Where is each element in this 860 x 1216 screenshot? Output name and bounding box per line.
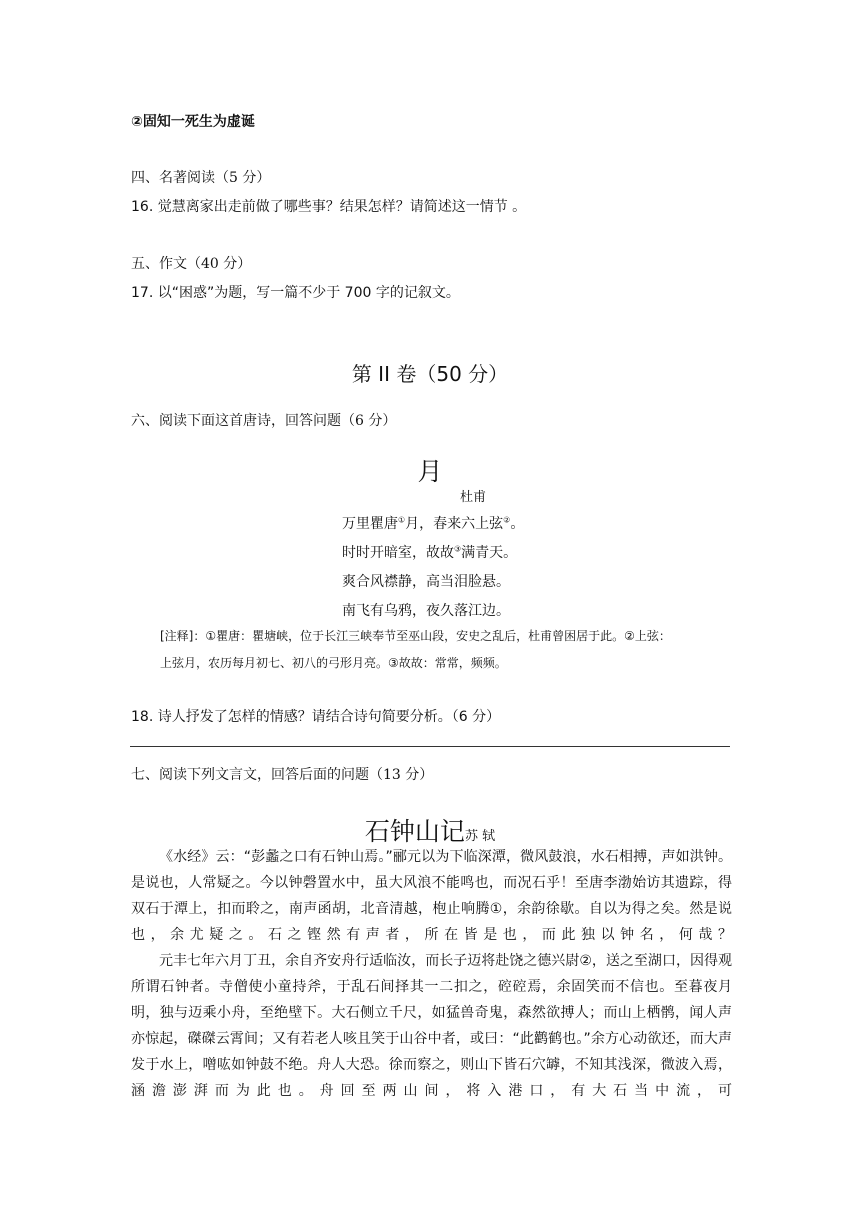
- poem-line-2: 时时开暗室，故故③满青天。: [342, 544, 518, 561]
- volume-title: 第 II 卷（50 分）: [351, 362, 509, 386]
- section-divider: [130, 746, 730, 747]
- question-16: 16. 觉慧离家出走前做了哪些事？结果怎样？请简述这一情节 。: [131, 199, 527, 215]
- essay-body: [131, 844, 732, 1104]
- poem-title: 月: [417, 457, 443, 486]
- section-7-heading: 七、阅读下列文言文，回答后面的问题（13 分）: [131, 767, 434, 783]
- essay-paragraph-2: 元丰七年六月丁丑，余自齐安舟行适临汝，而长子迈将赴饶之德兴尉②，送之至湖口，因得观所谓石钟者。寺僧使小童持斧，于乱石间择其一二扣之，硿硿焉，余固笑而不信也。至暮夜月明，独与迈乘小舟，至绝壁下。大石侧立千尺，如猛兽奇鬼，森然欲搏人；而山上栖鹘，闻人声亦惊起，磔磔云霄间；又有若老人咳且笑于山谷中者，或曰：“此鹳鹤也。”余方心动欲还，而大声发于水上，噌吰如钟鼓不绝。舟人大恐。徐而察之，则山下皆石穴罅，不知其浅深，微波入焉，涵澹澎湃而为此也。舟回至两山间，将入港口，有大石当中流，可: [131, 953, 732, 1099]
- section-6-heading: 六、阅读下面这首唐诗，回答问题（6 分）: [131, 413, 397, 429]
- poem-note-line-2: 上弦月，农历每月初七、初八的弓形月亮。③故故：常常，频频。: [160, 656, 507, 670]
- poem-line-1: 万里瞿唐①月，春来六上弦②。: [342, 515, 525, 532]
- essay-title: 石钟山记: [364, 817, 465, 846]
- essay-author: 苏 轼: [464, 829, 496, 844]
- essay-title-block: [0, 812, 860, 848]
- poem-author: 杜甫: [460, 490, 487, 505]
- poem-line-4: 南飞有乌鸦，夜久落江边。: [342, 603, 510, 619]
- essay-paragraph-1: 《水经》云：“彭蠡之口有石钟山焉。”郦元以为下临深潭，微风鼓浪，水石相搏，声如洪钟。是说也，人常疑之。今以钟磬置水中，虽大风浪不能鸣也，而况石乎！至唐李渤始访其遗踪，得双石于潭上，扣而聆之，南声函胡，北音清越，枹止响腾①，余韵徐歇。自以为得之矣。然是说也，余尤疑之。石之铿然有声者，所在皆是也，而此独以钟名，何哉？: [131, 849, 732, 943]
- poem-line-3: 爽合风襟静，高当泪脸悬。: [342, 574, 510, 590]
- question-18: 18. 诗人抒发了怎样的情感？请结合诗句简要分析。（6 分）: [131, 709, 501, 725]
- section-4-heading: 四、名著阅读（5 分）: [131, 170, 271, 186]
- question-17: 17. 以“困惑”为题，写一篇不少于 700 字的记叙文。: [131, 285, 460, 301]
- prev-answer-item: ②固知一死生为虚诞: [131, 114, 255, 130]
- section-5-heading: 五、作文（40 分）: [131, 256, 252, 272]
- poem-note-line-1: [注释]：①瞿唐：瞿塘峡，位于长江三峡奉节至巫山段，安史之乱后，杜甫曾困居于此。②上弦：: [160, 629, 671, 643]
